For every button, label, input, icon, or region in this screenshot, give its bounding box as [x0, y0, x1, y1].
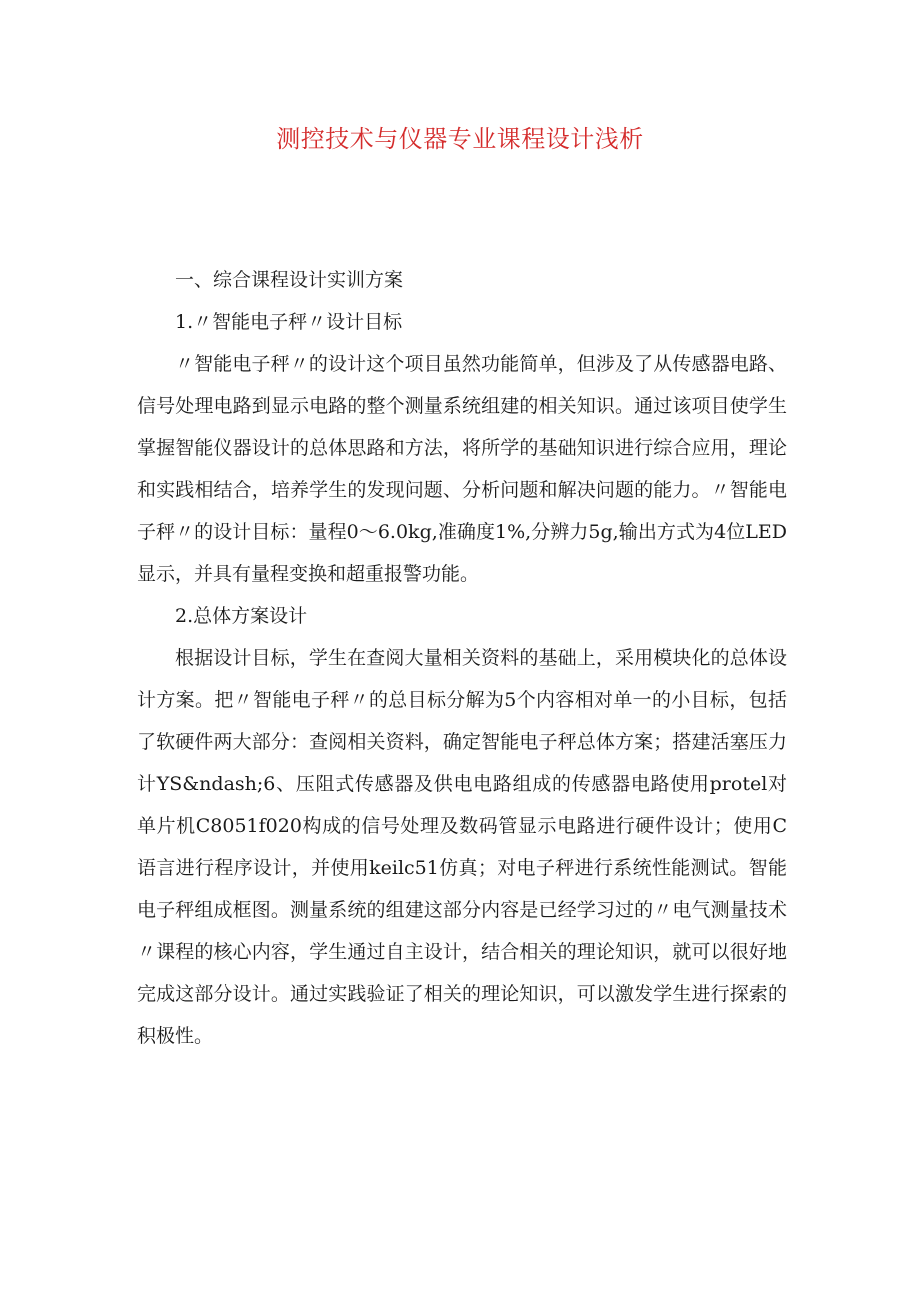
paragraph-design-goal: 〃智能电子秤〃的设计这个项目虽然功能简单，但涉及了从传感器电路、信号处理电路到显示电路的整个测量系统组建的相关知识。通过该项目使学生掌握智能仪器设计的总体思路和方法，将所学的基础知识进行综合应用，理论和实践相结合，培养学生的发现问题、分析问题和解决问题的能力。〃智能电子秤〃的设计目标：量程0～6.0kg,准确度1%,分辨力5g,输出方式为4位LED显示，并具有量程变换和超重报警功能。 [137, 353, 787, 585]
document-title: 测控技术与仪器专业课程设计浅析 [276, 125, 644, 153]
document-body [137, 259, 787, 1057]
subsection-heading-goal: 1.〃智能电子秤〃设计目标 [175, 311, 403, 333]
paragraph-overall-plan: 根据设计目标，学生在查阅大量相关资料的基础上，采用模块化的总体设计方案。把〃智能电子秤〃的总目标分解为5个内容相对单一的小目标，包括了软硬件两大部分：查阅相关资料，确定智能电子秤总体方案；搭建活塞压力计YS&ndash;6、压阻式传感器及供电电路组成的传感器电路使用protel对单片机C8051f020构成的信号处理及数码管显示电路进行硬件设计；使用C语言进行程序设计，并使用keilc51仿真；对电子秤进行系统性能测试。智能电子秤组成框图。测量系统的组建这部分内容是已经学习过的〃电气测量技术〃课程的核心内容，学生通过自主设计，结合相关的理论知识，就可以很好地完成这部分设计。通过实践验证了相关的理论知识，可以激发学生进行探索的积极性。 [137, 647, 787, 1047]
section-heading: 一、综合课程设计实训方案 [175, 269, 404, 291]
subsection-heading-overall-plan: 2.总体方案设计 [175, 605, 308, 627]
